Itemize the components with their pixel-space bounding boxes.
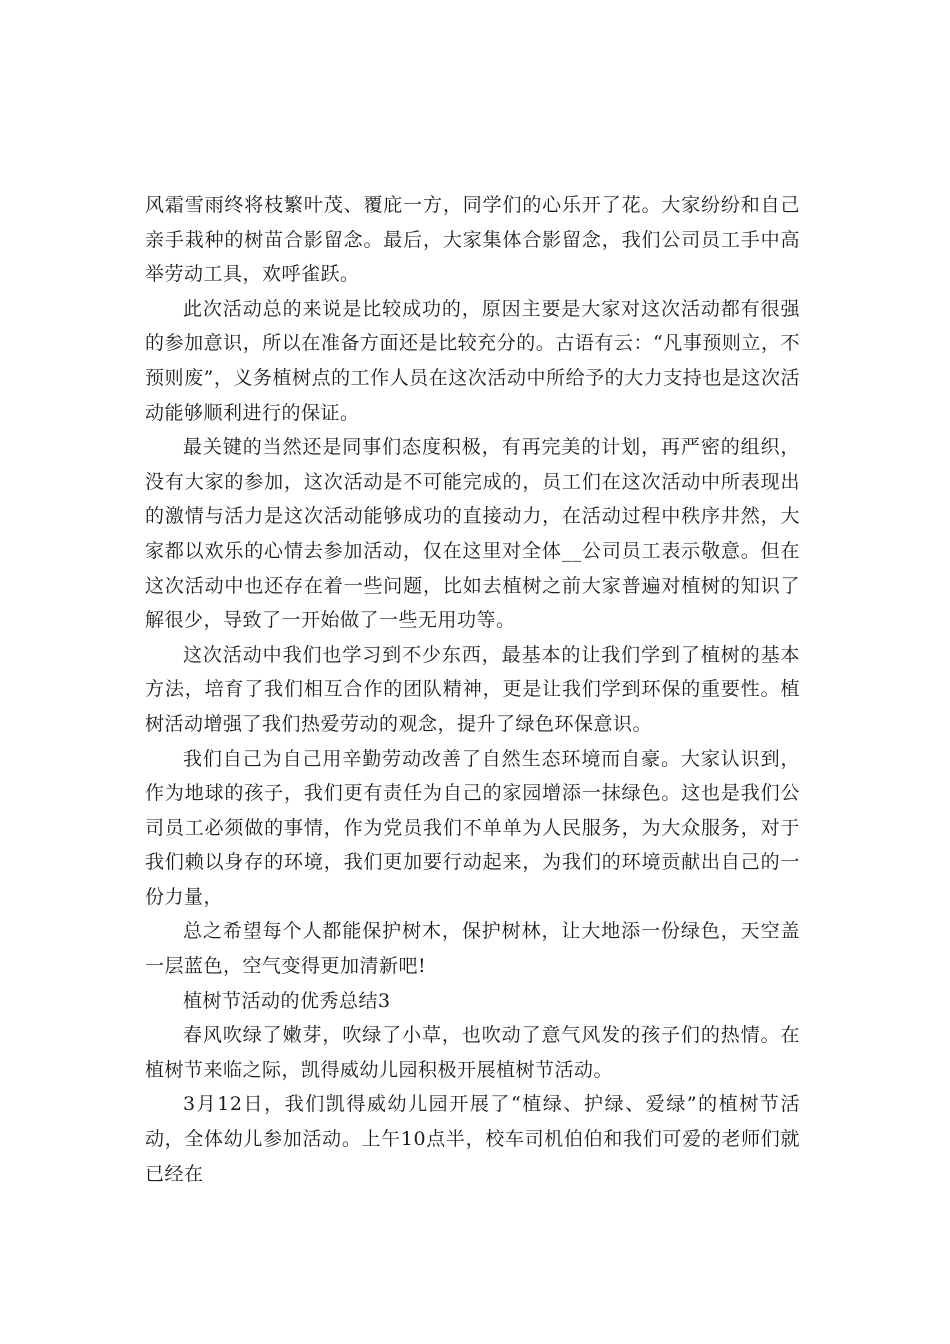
paragraph-4: 这次活动中我们也学习到不少东西，最基本的让我们学到了植树的基本方法，培育了我们相互合作的团队精神，更是让我们学到环保的重要性。植树活动增强了我们热爱劳动的观念，提升了绿色环保意识。	[145, 643, 800, 735]
paragraph-2: 此次活动总的来说是比较成功的，原因主要是大家对这次活动都有很强的参加意识，所以在准备方面还是比较充分的。古语有云：“凡事预则立，不预则废”，义务植树点的工作人员在这次活动中所给予的大力支持也是这次活动能够顺利进行的保证。	[145, 297, 800, 424]
paragraph-3: 最关键的当然还是同事们态度积极，有再完美的计划，再严密的组织，没有大家的参加，这次活动是不可能完成的，员工们在这次活动中所表现出的激情与活力是这次活动能够成功的直接动力，在活动过程中秩序井然，大家都以欢乐的心情去参加活动，仅在这里对全体__公司员工表示敬意。但在这次活动中也还存在着一些问题，比如去植树之前大家普遍对植树的知识了解很少，导致了一开始做了一些无用功等。	[145, 436, 800, 632]
paragraph-1: 风霜雪雨终将枝繁叶茂、覆庇一方，同学们的心乐开了花。大家纷纷和自己亲手栽种的树苗合影留念。最后，大家集体合影留念，我们公司员工手中高举劳动工具，欢呼雀跃。	[145, 194, 800, 286]
document-body	[145, 188, 800, 1191]
paragraph-6: 总之希望每个人都能保护树木，保护树林，让大地添一份绿色，天空盖一层蓝色，空气变得更加清新吧!	[145, 920, 800, 978]
paragraph-7: 春风吹绿了嫩芽，吹绿了小草，也吹动了意气风发的孩子们的热情。在植树节来临之际，凯得威幼儿园积极开展植树节活动。	[145, 1024, 800, 1081]
paragraph-5: 我们自己为自己用辛勤劳动改善了自然生态环境而自豪。大家认识到，作为地球的孩子，我们更有责任为自己的家园增添一抹绿色。这也是我们公司员工必须做的事情，作为党员我们不单单为人民服务，为大众服务，对于我们赖以身存的环境，我们更加要行动起来，为我们的环境贡献出自己的一份力量，	[145, 747, 800, 908]
paragraph-8: 3月12日，我们凯得威幼儿园开展了“植绿、护绿、爱绿”的植树节活动，全体幼儿参加活动。上午10点半，校车司机伯伯和我们可爱的老师们就已经在	[145, 1093, 800, 1185]
section-heading: 植树节活动的优秀总结3	[183, 989, 391, 1012]
